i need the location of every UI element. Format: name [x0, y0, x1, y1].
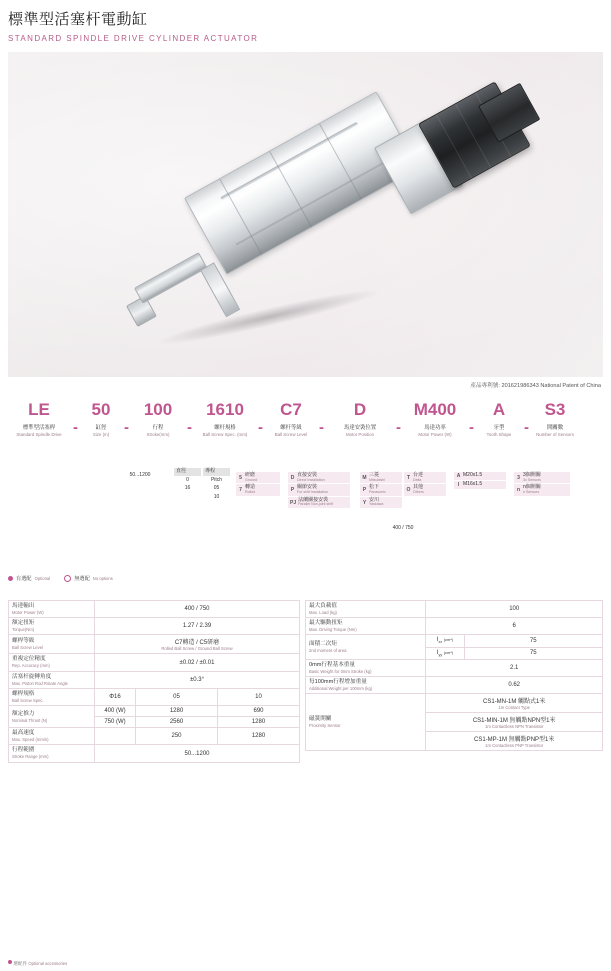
spec-name: 最高速度 Max. Speed (mm/s)	[9, 728, 95, 745]
code-label-cn: 馬達功率	[424, 425, 446, 431]
motor-brand-p: P 松下 Panasonic	[360, 484, 402, 495]
code-segment-screw-level	[266, 400, 316, 437]
table-row	[306, 677, 603, 694]
table-row	[306, 694, 603, 713]
code-dash: -	[524, 419, 529, 437]
spec-thrust-400-label: 400 (W)	[95, 706, 136, 717]
code-value: S3	[544, 400, 566, 419]
code-value: C7	[280, 400, 302, 419]
code-value: M400	[413, 400, 457, 419]
option-motor-position	[288, 472, 350, 509]
footer-note: 選配件 Optional accessories	[8, 960, 67, 967]
code-label-cn: 馬達安裝位置	[343, 425, 377, 431]
table-row	[9, 601, 300, 618]
sensors-n: n n個開關 n Sensors	[514, 484, 570, 495]
spec-value: 1.27 / 2.39	[95, 618, 300, 635]
code-value: LE	[28, 400, 50, 419]
code-label-en: Motor Position	[345, 431, 375, 437]
spec-value: C7轉造 / C5研磨 Rolled Ball Screw / Ground Ball Screw	[95, 635, 300, 654]
code-segment-series	[8, 400, 70, 437]
spec-name: 額定推力 Nominal Thrust (N)	[9, 706, 95, 728]
code-label-cn: 缸徑	[95, 425, 107, 431]
table-row	[9, 654, 300, 671]
sensor-contact-type: CS1-MN-1M 觸點式1米 1m Contact Type	[426, 694, 603, 713]
page-header	[8, 8, 258, 43]
spec-name: 每100mm行程增加重量 Additional Weight per 100mm (kg)	[306, 677, 426, 694]
option-screw-spec	[174, 468, 230, 502]
spec-name: 重複定位精度 Rep. Accuracy (mm)	[9, 654, 95, 671]
product-photo	[8, 52, 603, 377]
table-row	[306, 618, 603, 635]
tooth-shape-a: A M20x1.5	[454, 472, 506, 480]
screw-pitch-label: Pitch	[210, 476, 223, 483]
code-dash: -	[469, 419, 474, 437]
code-segment-motor-power	[404, 400, 466, 437]
code-segment-motor-position	[327, 400, 393, 437]
legend-optional: 有選配 Optional	[8, 575, 50, 582]
code-value: A	[492, 400, 506, 419]
code-dash: -	[258, 419, 263, 437]
sensor-npn-type: CS1-MIN-1M 無觸點NPN型1米 1m Contactless NPN Transistor	[426, 713, 603, 732]
motor-position-p: P 關節安裝 For shift installation	[288, 484, 350, 495]
screw-pitch-header: 導程	[203, 468, 230, 476]
spec-ixx-value: 75	[464, 635, 602, 647]
screw-pitch-05: 05	[213, 485, 220, 491]
spec-name: 磁簧開關 Proximity Sensor	[306, 694, 426, 751]
spec-ixx-label: $I_{xx}$ (cm⁴)	[426, 635, 464, 647]
barrel-groove	[220, 179, 263, 255]
motor-brand-o: O 其他 Others	[404, 484, 446, 495]
spec-name: 最大驅動扭矩 Max. Driving Torque (Nm)	[306, 618, 426, 635]
option-motor-power	[360, 472, 446, 531]
motor-position-d: D 直接安裝 Direct Installation	[288, 472, 350, 483]
code-value: 50	[91, 400, 111, 419]
spec-name: 螺桿規格 Ball Screw Spec.	[9, 688, 95, 705]
spec-value: 6	[426, 618, 603, 635]
table-row	[306, 659, 603, 676]
table-row	[9, 688, 300, 705]
table-row	[9, 635, 300, 654]
model-code-row	[8, 400, 603, 437]
spec-value: ±0.02 / ±0.01	[95, 654, 300, 671]
spec-table-right	[305, 600, 603, 751]
patent-note: 產品專利號: 201621986343 National Patent of China	[470, 383, 601, 389]
code-label-en: Number of Sensors	[536, 431, 574, 437]
spec-value: 400 / 750	[95, 601, 300, 618]
code-label-en: Tooth Shape	[486, 431, 512, 437]
spec-value-dia: Φ16	[95, 688, 136, 705]
motor-brand-y: Y 安川 Yaskawa	[360, 497, 402, 508]
spec-speed-blank	[95, 728, 136, 745]
code-label-en: Ball Screw Spec. (mm)	[202, 431, 248, 437]
table-row	[9, 618, 300, 635]
option-tooth-shape	[454, 472, 506, 490]
option-stroke-value: 50...1200	[129, 472, 151, 478]
code-segment-size	[81, 400, 121, 437]
barrel-groove	[319, 124, 362, 200]
code-value: D	[353, 400, 367, 419]
tooth-shape-i: I M16x1.5	[454, 481, 506, 489]
spec-name: 活塞杆旋轉角度 Max. Piston Rod Rotate Angle	[9, 671, 95, 688]
spec-name: 最大負載值 Max. Load (kg)	[306, 601, 426, 618]
spec-value-pitch-10: 10	[218, 688, 300, 705]
option-screw-level	[236, 472, 280, 497]
code-dash: -	[73, 419, 78, 437]
spec-name: 馬達輸出 Motor Power (W)	[9, 601, 95, 618]
code-segment-screw-spec	[195, 400, 255, 437]
spec-value: 2.1	[426, 659, 603, 676]
code-label-en: Size (m)	[92, 431, 110, 437]
table-row	[9, 671, 300, 688]
code-dash: -	[124, 419, 129, 437]
spec-speed-10: 1280	[218, 728, 300, 745]
option-sensors	[514, 472, 570, 497]
code-label-en: Standard Spindle Drive	[16, 431, 62, 437]
sensor-pnp-type: CS1-MP-1M 無觸點PNP型1米 1m Contactless PNP Transistor	[426, 732, 603, 751]
code-value: 1610	[206, 400, 244, 419]
spec-speed-05: 250	[136, 728, 218, 745]
actuator-assembly	[126, 120, 516, 340]
spec-name: 螺桿等級 Ball Screw Level	[9, 635, 95, 654]
screw-level-7: 7 轉造 Rolled	[236, 484, 280, 495]
code-dash: -	[396, 419, 401, 437]
code-label-cn: 行程	[152, 425, 164, 431]
filled-dot-icon	[8, 576, 13, 581]
spec-thrust-400-05: 1280	[136, 706, 218, 717]
spec-value: ±0.3°	[95, 671, 300, 688]
screw-dia-code: 0	[186, 476, 189, 483]
code-label-en: Ball Screw Level	[274, 431, 308, 437]
code-segment-stroke	[132, 400, 184, 437]
code-label-cn: 螺杆規格	[214, 425, 236, 431]
piston-rod	[134, 252, 207, 304]
code-segment-tooth-shape	[477, 400, 521, 437]
spec-value: 50...1200	[95, 745, 300, 762]
table-row	[306, 601, 603, 618]
code-segment-sensors	[532, 400, 578, 437]
legend	[8, 575, 113, 582]
page-subtitle: STANDARD SPINDLE DRIVE CYLINDER ACTUATOR	[8, 34, 259, 43]
code-label-cn: 螺杆等級	[280, 425, 302, 431]
spec-thrust-400-10: 690	[218, 706, 300, 717]
code-label-cn: 牙型	[493, 425, 505, 431]
filled-dot-icon	[8, 960, 12, 964]
spec-iyy-value: 75	[464, 647, 602, 659]
legend-no-option: 無選配 No options	[64, 575, 113, 582]
spec-thrust-750-label: 750 (W)	[95, 717, 136, 728]
spec-iyy-label: $I_{yy}$ (cm⁴)	[426, 647, 464, 659]
spec-thrust-750-10: 1280	[218, 717, 300, 728]
table-row	[9, 706, 300, 717]
barrel-slot-lower	[235, 159, 389, 245]
spec-name: 額定扭矩 Torque(Nm)	[9, 618, 95, 635]
screw-dia-header: 直徑	[174, 468, 201, 476]
option-stroke	[112, 472, 168, 478]
spec-name: 面積二次矩 2nd moment of area	[306, 635, 426, 659]
spec-name: 0mm行程基本重量 Basic Weight for 0mm Stroke (kg)	[306, 659, 426, 676]
code-label-cn: 開關數	[546, 425, 564, 431]
code-label-en: Motor Power (W)	[418, 431, 452, 437]
code-value: 100	[143, 400, 173, 419]
screw-dia-value: 16	[184, 485, 191, 491]
spec-value-pitch-05: 05	[136, 688, 218, 705]
screw-pitch-10: 10	[213, 493, 220, 500]
spec-thrust-750-05: 2560	[136, 717, 218, 728]
motor-position-pj: PJ 法蘭關接安裝 Parallel Non-joint shift	[288, 497, 350, 508]
hollow-dot-icon	[64, 575, 71, 582]
sensors-3: 3 3個開關 3x Sensors	[514, 472, 570, 483]
model-code-block	[8, 400, 603, 437]
motor-brand-t: T 台達 Delta	[404, 472, 446, 483]
code-dash: -	[319, 419, 324, 437]
code-label-en: Stroke(mm)	[146, 431, 170, 437]
spec-name: 行程範圍 Stroke Range (mm)	[9, 745, 95, 762]
spec-value: 100	[426, 601, 603, 618]
code-dash: -	[187, 419, 192, 437]
code-label-cn: 標準型活塞桿	[22, 425, 56, 431]
spec-value: 0.62	[426, 677, 603, 694]
barrel-groove	[269, 151, 312, 227]
spec-table-left	[8, 600, 300, 763]
page-title: 標準型活塞杆電動缸	[8, 11, 148, 28]
motor-brand-m: M 三菱 Mitsubishi	[360, 472, 402, 483]
screw-level-5: 5 研磨 Ground	[236, 472, 280, 483]
table-row	[9, 745, 300, 762]
motor-power-value: 400 / 750	[392, 525, 414, 532]
table-row	[9, 728, 300, 745]
table-row	[306, 635, 603, 647]
